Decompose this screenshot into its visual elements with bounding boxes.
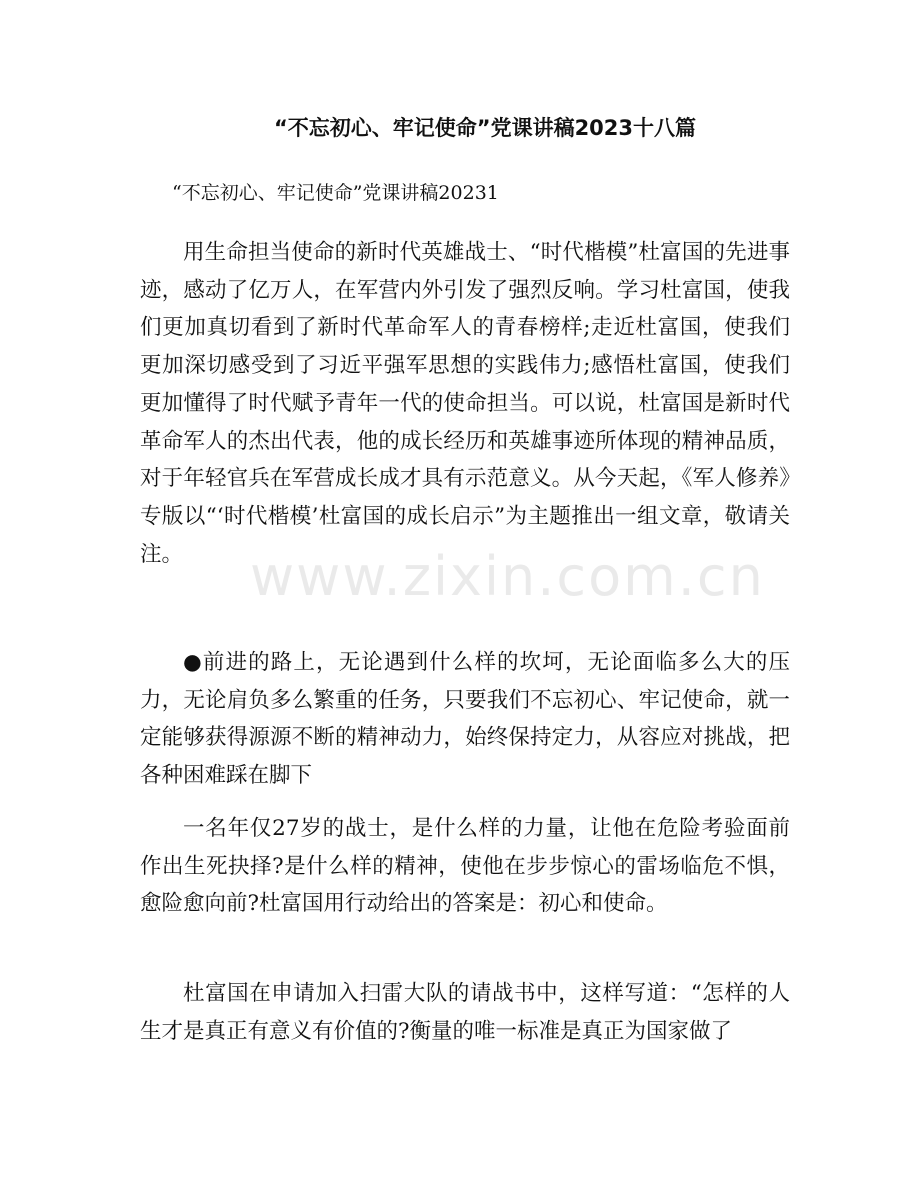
paragraph-1: 用生命担当使命的新时代英雄战士、“时代楷模”杜富国的先进事迹，感动了亿万人，在军营内外引发了强烈反响。学习杜富国，使我们更加真切看到了新时代革命军人的青春榜样;走近杜富国，使我们更加深切感受到了习近平强军思想的实践伟力;感悟杜富国，使我们更加懂得了时代赋予青年一代的使命担当。可以说，杜富国是新时代革命军人的杰出代表，他的成长经历和英雄事迹所体现的精神品质，对于年轻官兵在军营成长成才具有示范意义。从今天起，《军人修养》专版以“‘时代楷模’杜富国的成长启示”为主题推出一组文章，敬请关注。 <box>140 240 790 567</box>
paragraph-3: 一名年仅27岁的战士，是什么样的力量，让他在危险考验面前作出生死抉择?是什么样的精神，使他在步步惊心的雷场临危不惧，愈险愈向前?杜富国用行动给出的答案是：初心和使命。 <box>140 816 790 917</box>
document-title: “不忘初心、牢记使命”党课讲稿2023十八篇 <box>273 116 697 140</box>
document-subtitle: “不忘初心、牢记使命”党课讲稿20231 <box>172 182 499 204</box>
paragraph-2: ●前进的路上，无论遇到什么样的坎坷，无论面临多么大的压力，无论肩负多么繁重的任务，只要我们不忘初心、牢记使命，就一定能够获得源源不断的精神动力，始终保持定力，从容应对挑战，把各种困难踩在脚下 <box>140 650 790 789</box>
watermark: www.zixin.com.cn <box>250 545 765 608</box>
paragraph-4: 杜富国在申请加入扫雷大队的请战书中，这样写道：“怎样的人生才是真正有意义有价值的?衡量的唯一标准是真正为国家做了 <box>140 981 790 1044</box>
